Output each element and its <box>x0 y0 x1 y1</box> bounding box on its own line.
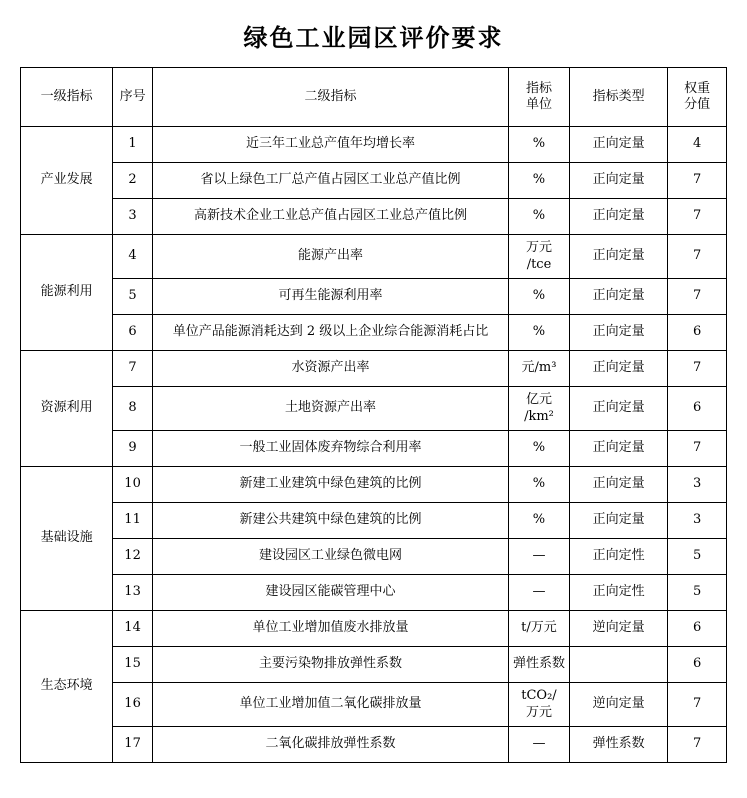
indicator-unit-line1: tCO₂/ <box>521 688 557 704</box>
indicator-type: 正向定量 <box>569 279 667 315</box>
table-row <box>21 467 727 503</box>
indicator-name: 一般工业固体废弃物综合利用率 <box>152 431 508 467</box>
table-row <box>21 235 727 279</box>
indicator-unit: % <box>509 503 570 539</box>
row-number: 15 <box>113 647 153 683</box>
indicator-name: 省以上绿色工厂总产值占园区工业总产值比例 <box>152 163 508 199</box>
header-unit-line1: 指标 <box>525 80 552 96</box>
indicator-name: 单位工业增加值废水排放量 <box>152 611 508 647</box>
category-cell: 能源利用 <box>21 235 113 351</box>
row-number: 6 <box>113 315 153 351</box>
indicator-score: 7 <box>668 163 727 199</box>
table-row <box>21 127 727 163</box>
table-row <box>21 539 727 575</box>
indicator-type: 正向定量 <box>569 163 667 199</box>
indicator-name: 能源产出率 <box>152 235 508 279</box>
indicator-unit <box>509 235 570 279</box>
indicator-unit-line2: 万元 <box>525 704 552 720</box>
indicator-name: 水资源产出率 <box>152 351 508 387</box>
row-number: 12 <box>113 539 153 575</box>
indicator-type: 正向定量 <box>569 127 667 163</box>
indicator-name: 可再生能源利用率 <box>152 279 508 315</box>
indicator-type: 正向定量 <box>569 235 667 279</box>
indicator-name: 单位产品能源消耗达到 2 级以上企业综合能源消耗占比 <box>152 315 508 351</box>
indicator-type: 弹性系数 <box>569 727 667 763</box>
indicator-score: 6 <box>668 611 727 647</box>
header-unit-line2: 单位 <box>525 97 552 112</box>
indicator-name: 建设园区能碳管理中心 <box>152 575 508 611</box>
indicator-type: 正向定量 <box>569 503 667 539</box>
row-number: 16 <box>113 683 153 727</box>
row-number: 4 <box>113 235 153 279</box>
indicator-score: 6 <box>668 647 727 683</box>
header-category: 一级指标 <box>21 68 113 127</box>
indicator-unit-line2: /tce <box>526 256 552 272</box>
indicator-score: 5 <box>668 539 727 575</box>
indicator-type: 正向定量 <box>569 199 667 235</box>
indicator-type: 正向定性 <box>569 575 667 611</box>
indicator-type <box>569 647 667 683</box>
indicator-unit-line2: /km² <box>524 408 554 424</box>
page-title: 绿色工业园区评价要求 <box>243 23 504 52</box>
header-unit <box>509 68 570 127</box>
indicator-unit <box>509 683 570 727</box>
table-row <box>21 387 727 431</box>
indicator-name: 新建公共建筑中绿色建筑的比例 <box>152 503 508 539</box>
indicator-score: 7 <box>668 235 727 279</box>
header-score <box>668 68 727 127</box>
table-row <box>21 351 727 387</box>
table-header <box>21 68 727 127</box>
indicator-unit-line1: 万元 <box>525 240 552 256</box>
row-number: 8 <box>113 387 153 431</box>
indicator-score: 7 <box>668 351 727 387</box>
indicator-type: 逆向定量 <box>569 683 667 727</box>
category-cell: 资源利用 <box>21 351 113 467</box>
indicator-unit-line1: 亿元 <box>525 392 552 408</box>
document-page <box>0 18 747 798</box>
indicator-type: 正向定量 <box>569 315 667 351</box>
indicator-name: 单位工业增加值二氧化碳排放量 <box>152 683 508 727</box>
indicator-name: 近三年工业总产值年均增长率 <box>152 127 508 163</box>
header-type: 指标类型 <box>569 68 667 127</box>
row-number: 1 <box>113 127 153 163</box>
indicator-type: 正向定量 <box>569 387 667 431</box>
indicator-score: 4 <box>668 127 727 163</box>
row-number: 11 <box>113 503 153 539</box>
indicator-type: 正向定性 <box>569 539 667 575</box>
table-row <box>21 431 727 467</box>
indicator-type: 正向定量 <box>569 467 667 503</box>
indicator-score: 6 <box>668 315 727 351</box>
indicator-unit: % <box>509 163 570 199</box>
header-no-line1: 序号 <box>119 88 146 104</box>
indicator-name: 主要污染物排放弹性系数 <box>152 647 508 683</box>
indicator-unit: — <box>509 539 570 575</box>
indicator-score: 7 <box>668 727 727 763</box>
table-row <box>21 575 727 611</box>
row-number: 13 <box>113 575 153 611</box>
category-cell: 生态环境 <box>21 611 113 763</box>
indicator-name: 新建工业建筑中绿色建筑的比例 <box>152 467 508 503</box>
indicator-unit: % <box>509 279 570 315</box>
indicator-score: 7 <box>668 199 727 235</box>
category-cell: 基础设施 <box>21 467 113 611</box>
table-row <box>21 727 727 763</box>
indicator-unit: 弹性系数 <box>509 647 570 683</box>
header-score-line2: 分值 <box>684 97 711 112</box>
table-row <box>21 163 727 199</box>
row-number: 2 <box>113 163 153 199</box>
indicator-score: 7 <box>668 279 727 315</box>
table-row <box>21 611 727 647</box>
category-cell: 产业发展 <box>21 127 113 235</box>
indicator-type: 正向定量 <box>569 351 667 387</box>
indicator-name: 二氧化碳排放弹性系数 <box>152 727 508 763</box>
indicator-score: 3 <box>668 467 727 503</box>
indicator-unit: % <box>509 467 570 503</box>
indicator-type: 逆向定量 <box>569 611 667 647</box>
indicator-unit: t/万元 <box>509 611 570 647</box>
indicator-score: 6 <box>668 387 727 431</box>
row-number: 17 <box>113 727 153 763</box>
evaluation-requirements-table <box>20 67 727 763</box>
indicator-type: 正向定量 <box>569 431 667 467</box>
table-body <box>21 127 727 763</box>
header-indicator: 二级指标 <box>152 68 508 127</box>
indicator-unit: % <box>509 315 570 351</box>
table-row <box>21 199 727 235</box>
indicator-score: 7 <box>668 683 727 727</box>
table-row <box>21 683 727 727</box>
indicator-name: 建设园区工业绿色微电网 <box>152 539 508 575</box>
row-number: 14 <box>113 611 153 647</box>
table-row <box>21 503 727 539</box>
indicator-unit: — <box>509 575 570 611</box>
header-no <box>113 68 153 127</box>
row-number: 7 <box>113 351 153 387</box>
indicator-score: 5 <box>668 575 727 611</box>
row-number: 5 <box>113 279 153 315</box>
table-row <box>21 647 727 683</box>
indicator-score: 7 <box>668 431 727 467</box>
indicator-name: 高新技术企业工业总产值占园区工业总产值比例 <box>152 199 508 235</box>
indicator-unit <box>509 387 570 431</box>
row-number: 10 <box>113 467 153 503</box>
indicator-unit: % <box>509 127 570 163</box>
row-number: 9 <box>113 431 153 467</box>
table-row <box>21 315 727 351</box>
indicator-score: 3 <box>668 503 727 539</box>
indicator-unit: % <box>509 199 570 235</box>
indicator-unit: — <box>509 727 570 763</box>
row-number: 3 <box>113 199 153 235</box>
header-score-line1: 权重 <box>684 80 711 96</box>
indicator-unit: % <box>509 431 570 467</box>
indicator-unit: 元/m³ <box>509 351 570 387</box>
table-row <box>21 279 727 315</box>
indicator-name: 土地资源产出率 <box>152 387 508 431</box>
